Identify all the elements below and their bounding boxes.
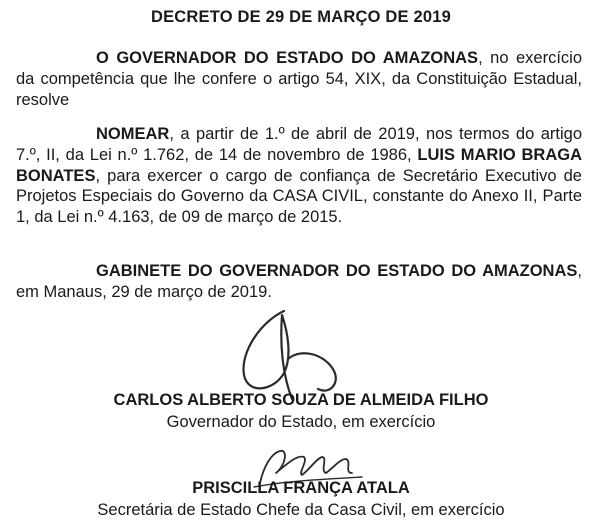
appointment-text-before: , a partir de 1.º de abril de 2019, nos termos do artigo 7.º, II, da Lei n.º 1.762, de 14 de novembro de 1986, [16, 125, 582, 164]
signatory-role: Governador do Estado, em exercício [166, 413, 436, 431]
signatory-block-secretary [0, 477, 602, 521]
governor-authority: O GOVERNADOR DO ESTADO DO AMAZONAS [96, 49, 479, 67]
appointee-name: LUIS MARIO BRAGA BONATES [16, 145, 582, 185]
office-name: GABINETE DO GOVERNADOR DO ESTADO DO AMAZONAS [96, 262, 578, 280]
preamble-paragraph [16, 48, 582, 110]
preamble-text: , no exercício da competência que lhe confere o artigo 54, XIX, da Constituição Estadual, resolve [16, 49, 582, 109]
appointment-paragraph [16, 124, 582, 228]
signatory-name: PRISCILLA FRANÇA ATALA [192, 479, 410, 497]
signatory-block-governor [0, 389, 602, 433]
signatory-role: Secretária de Estado Chefe da Casa Civil, em exercício [97, 501, 505, 519]
closing-text: , em Manaus, 29 de março de 2019. [16, 262, 582, 301]
closing-paragraph [16, 261, 582, 303]
appointment-verb: NOMEAR [96, 125, 170, 143]
appointment-text-after: , para exercer o cargo de confiança de Secretário Executivo de Projetos Especiais do Governo da CASA CIVIL, constante do Anexo II, Parte 1, da Lei n.º 4.163, de 09 de março de 2015. [16, 166, 582, 227]
decree-title: DECRETO DE 29 DE MARÇO DE 2019 [150, 8, 452, 26]
signatory-name: CARLOS ALBERTO SOUZA DE ALMEIDA FILHO [113, 391, 489, 409]
